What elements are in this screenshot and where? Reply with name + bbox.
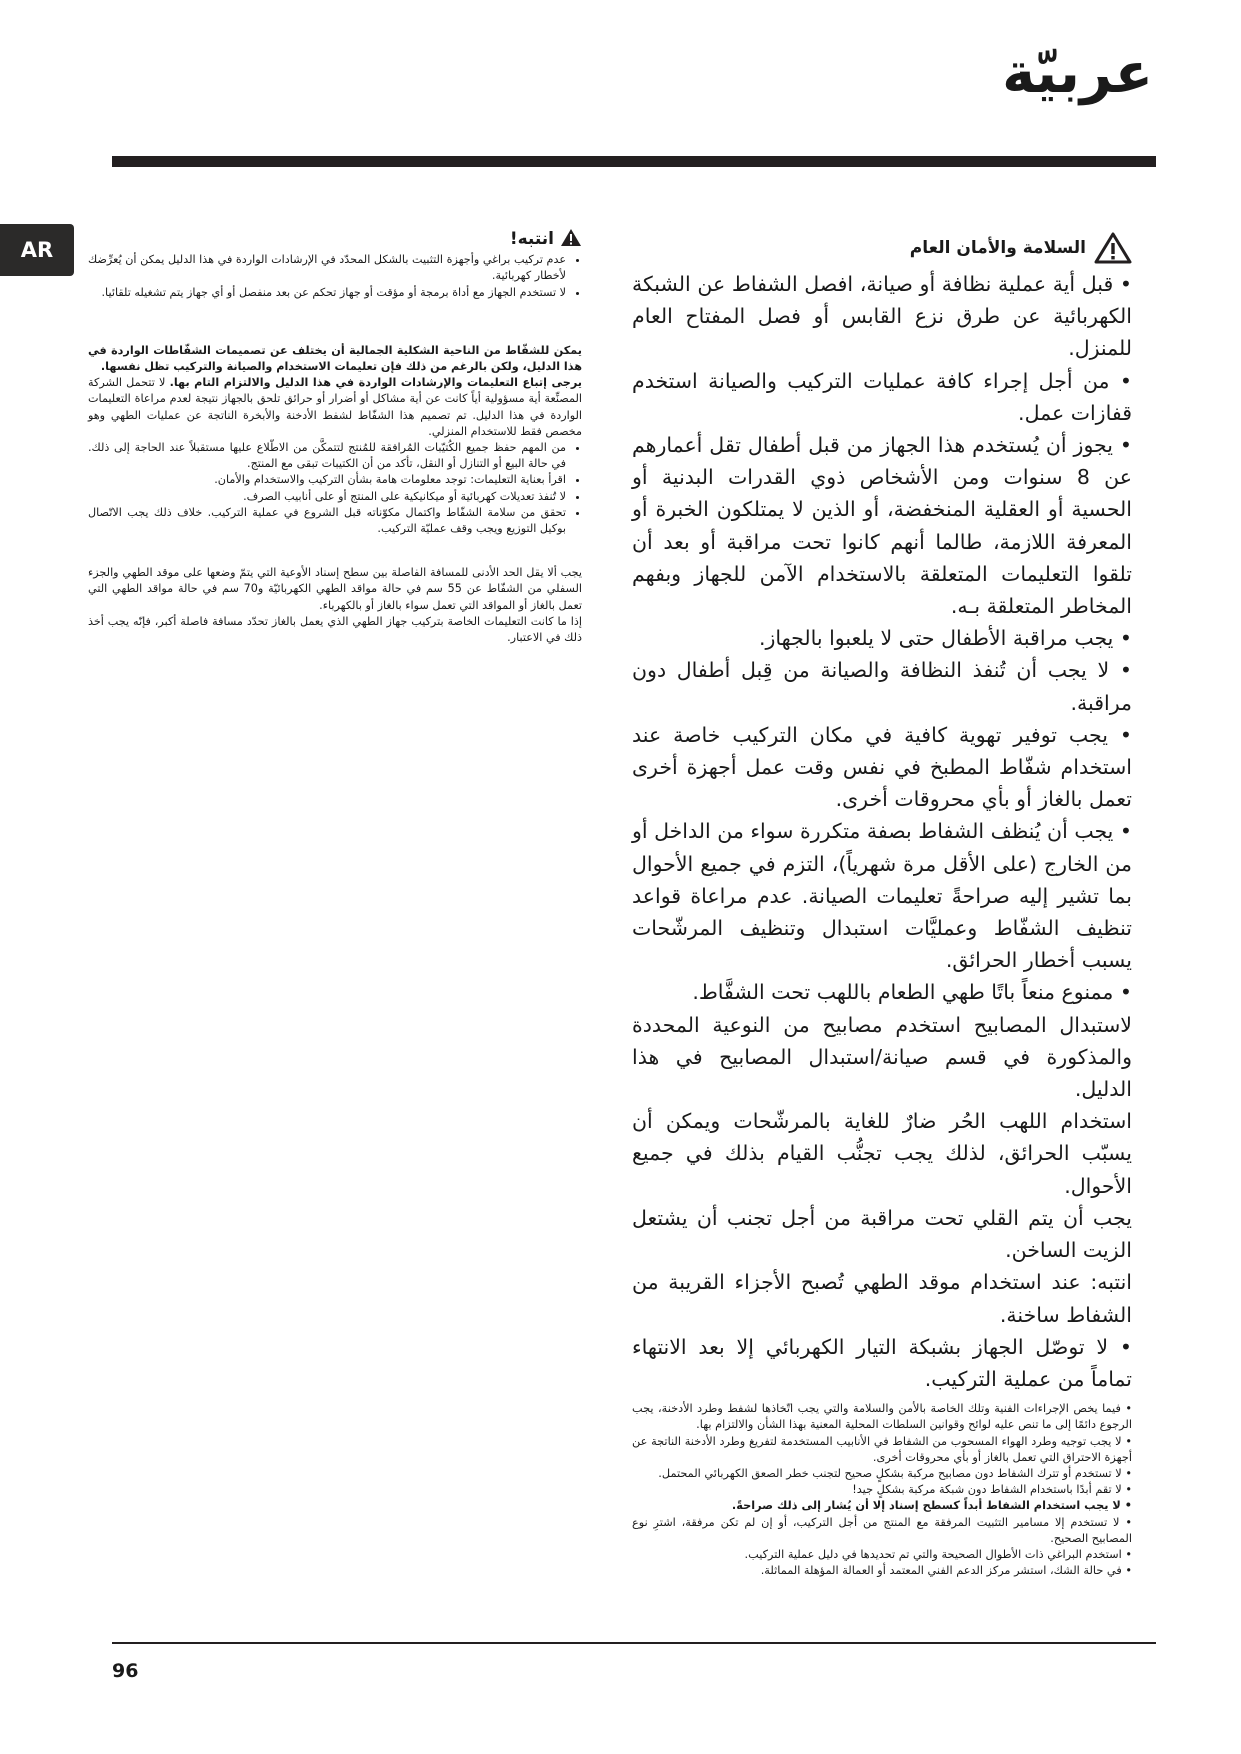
safety-paragraph: استخدام اللهب الحُر ضارٌ للغاية بالمرشّحات ويمكن أن يسبّب الحرائق، لذلك يجب تجنُّب القيام بذلك في جميع الأحوال.: [632, 1109, 1132, 1198]
list-item: • لا يجب استخدام الشفاط أبداً كسطح إسناد إلا أن يُشار إلى ذلك صراحةً.: [731, 1499, 1132, 1513]
list-item: • لا تُنفذ تعديلات كهربائية أو ميكانيكية على المنتج أو على أنابيب الصرف.: [88, 489, 566, 505]
instructions-lead: يرجى إتباع التعليمات والإرشادات الواردة في هذا الدليل والالتزام التام بها.: [169, 376, 582, 390]
safety-small-list: [632, 1401, 1132, 1579]
safety-body: [632, 268, 1132, 1395]
safety-paragraph: انتبه: عند استخدام موقد الطهي تُصبح الأجزاء القريبة من الشفاط ساخنة.: [632, 1270, 1132, 1327]
list-item: • اقرأ بعناية التعليمات: توجد معلومات هامة بشأن التركيب والاستخدام والأمان.: [88, 472, 566, 488]
attention-heading-text: انتبه!: [509, 229, 554, 249]
safety-paragraph: • يجب توفير تهوية كافية في مكان التركيب خاصة عند استخدام شفّاط المطبخ في نفس وقت عمل أجهزة أخرى تعمل بالغاز أو بأي محروقات أخرى.: [632, 722, 1132, 812]
safety-heading: [632, 232, 1132, 264]
attention-heading: [88, 228, 582, 250]
safety-heading-text: السلامة والأمان العام: [909, 238, 1086, 258]
safety-paragraph: • يجب أن يُنظف الشفاط بصفة متكررة سواء من الداخل أو من الخارج (على الأقل مرة شهرياً)، التزم في جميع الأحوال بما تشير إليه صراحةً تعليمات الصيانة. عدم مراعاة قواعد تنظيف الشفّاط وعمليَّات استبدال وتنظيف المرشّحات يسبب أخطار الحرائق.: [632, 819, 1132, 973]
list-item: • لا تستخدم أو تترك الشفاط دون مصابيح مركبة بشكلٍ صحيح لتجنب خطر الصعق الكهربائي المحتمل.: [658, 1466, 1132, 1480]
instructions-rest: لا تتحمل الشركة المصنِّعة أية مسؤولية أياً كانت عن أية مشاكل أو أضرار أو حرائق تلحق بالجهاز نتيجة لعدم مراعاة التعليمات الواردة في هذا الدليل. تم تصميم هذا الشفّاط لشفط الأدخنة والأبخرة الناتجة عن عمليات الطهي وهو مخصص فقط للاستخدام المنزلي.: [88, 376, 582, 438]
safety-section: [632, 232, 1132, 1579]
page-title: عربيّة: [1002, 41, 1153, 106]
list-item: • فيما يخص الإجراءات الفنية وتلك الخاصة بالأمن والسلامة والتي يجب اتّخاذها لشفط وطرد الأدخنة، يجب الرجوع دائمًا إلى ما تنص عليه لوائح وقوانين السلطات المحلية المعنية بهذا الشأن والالتزام بها.: [632, 1402, 1132, 1432]
list-item: • عدم تركيب براغي وأجهزة التثبيت بالشكل المحدّد في الإرشادات الواردة في هذا الدليل يمكن أن يُعرِّضك لأخطار كهربائية.: [88, 252, 566, 284]
safety-paragraph: يجب أن يتم القلي تحت مراقبة من أجل تجنب أن يشتعل الزيت الساخن.: [632, 1205, 1132, 1263]
list-item: • لا تقم أبدًا باستخدام الشفاط دون شبكة مركبة بشكلٍ جيد!: [852, 1483, 1132, 1497]
top-rule: [112, 156, 1156, 167]
list-item: • من المهم حفظ جميع الكُتيّبات المُرافقة للمُنتج لتتمكَّن من الاطّلاع عليها مستقبلاً عند الحاجة إلى ذلك. في حالة البيع أو التنازل أو النقل، تأكد من أن الكتيبات تبقى مع المنتج.: [88, 440, 566, 472]
safety-paragraph: لاستبدال المصابيح استخدم مصابيح من النوعية المحددة والمذكورة في قسم صيانة/استبدال المصابيح في هذا الدليل.: [632, 1012, 1132, 1102]
distance-paragraph: يجب ألا يقل الحد الأدنى للمسافة الفاصلة بين سطح إسناد الأوعية التي يتمّ وضعها على موقد الطهي والجزء السفلي من الشفّاط عن 55 سم في حالة مواقد الطهي الكهربائيّة و70 سم في حالة مواقد الطهي التي تعمل بالغاز أو المواقد التي تعمل سواء بالغاز أو بالكهرباء.: [88, 566, 582, 612]
safety-paragraph: • يجوز أن يُستخدم هذا الجهاز من قبل أطفال تقل أعمارهم عن 8 سنوات ومن الأشخاص ذوي القدرات البدنية أو الحسية أو العقلية المنخفضة، أو الذين لا يمتلكون الخبرة أو المعرفة اللازمة، طالما أنهم كانوا تحت مراقبة أو بعد أن تلقوا التعليمات المتعلقة بالاستخدام الآمن للجهاز وبفهم المخاطر المتعلقة بـه.: [632, 433, 1133, 619]
page-number: 96: [112, 1660, 139, 1682]
design-notice: يمكن للشفّاط من الناحية الشكلية الجمالية أن يختلف عن تصميمات الشفّاطات الواردة في هذا الدليل، ولكن بالرغم من ذلك فإن تعليمات الاستخدام والصيانة والتركيب تظل نفسها.: [88, 343, 582, 374]
list-item: • لا تستخدم إلا مسامير التثبيت المرفقة مع المنتج من أجل التركيب، أو إن لم تكن مرفقة، اشترِ نوع المصابيح الصحيح.: [632, 1515, 1132, 1545]
safety-paragraph: • لا يجب أن تُنفذ النظافة والصيانة من قِبل أطفال دون مراقبة.: [632, 658, 1132, 715]
safety-paragraph: • لا توصّل الجهاز بشبكة التيار الكهربائي إلا بعد الانتهاء تماماً من عملية التركيب.: [632, 1334, 1132, 1391]
list-item: • لا تستخدم الجهاز مع أداة برمجة أو مؤقت أو جهاز تحكم عن بعد منفصل أو أي جهاز يتم تشغيله تلقائيا.: [88, 285, 566, 301]
notice-list: [88, 440, 582, 537]
safety-paragraph: • يجب مراقبة الأطفال حتى لا يلعبوا بالجهاز.: [759, 626, 1132, 651]
safety-paragraph: • قبل أية عملية نظافة أو صيانة، افصل الشفاط عن الشبكة الكهربائية عن طرق نزع القابس أو فصل المفتاح العام للمنزل.: [632, 272, 1132, 361]
list-item: • تحقق من سلامة الشفّاط واكتمال مكوّناته قبل الشروع في عملية التركيب. خلاف ذلك يجب الاتّصال بوكيل التوزيع ويجب وقف عمليّة التركيب.: [88, 505, 566, 537]
safety-paragraph: • ممنوع منعاً باتًا طهي الطعام باللهب تحت الشفَّاط.: [692, 980, 1132, 1005]
distance-paragraph: إذا ما كانت التعليمات الخاصة بتركيب جهاز الطهي الذي يعمل بالغاز تحدّد مسافة فاصلة أكبر، فإنّه يجب أخذ ذلك في الاعتبار.: [88, 614, 582, 645]
instructions-notice: [88, 375, 582, 440]
safety-paragraph: • من أجل إجراء كافة عمليات التركيب والصيانة استخدم قفازات عمل.: [632, 368, 1132, 425]
list-item: • في حالة الشك، استشر مركز الدعم الفني المعتمد أو العمالة المؤهلة المماثلة.: [760, 1564, 1132, 1578]
attention-list: [88, 252, 582, 301]
list-item: • لا يجب توجيه وطرد الهواء المسحوب من الشفاط في الأنابيب المستخدمة لتفريغ وطرد الأدخنة الناتجة عن أجهزة الاحتراق التي تعمل بالغاز أو بأي محروقات أخرى.: [632, 1434, 1132, 1464]
bottom-rule: [112, 1642, 1156, 1644]
warning-icon: [560, 228, 582, 250]
list-item: • استخدم البراغي ذات الأطوال الصحيحة والتي تم تحديدها في دليل عملية التركيب.: [744, 1547, 1132, 1561]
notes-column: [88, 228, 582, 646]
language-tab: AR: [0, 224, 74, 276]
warning-icon: [1094, 232, 1132, 264]
